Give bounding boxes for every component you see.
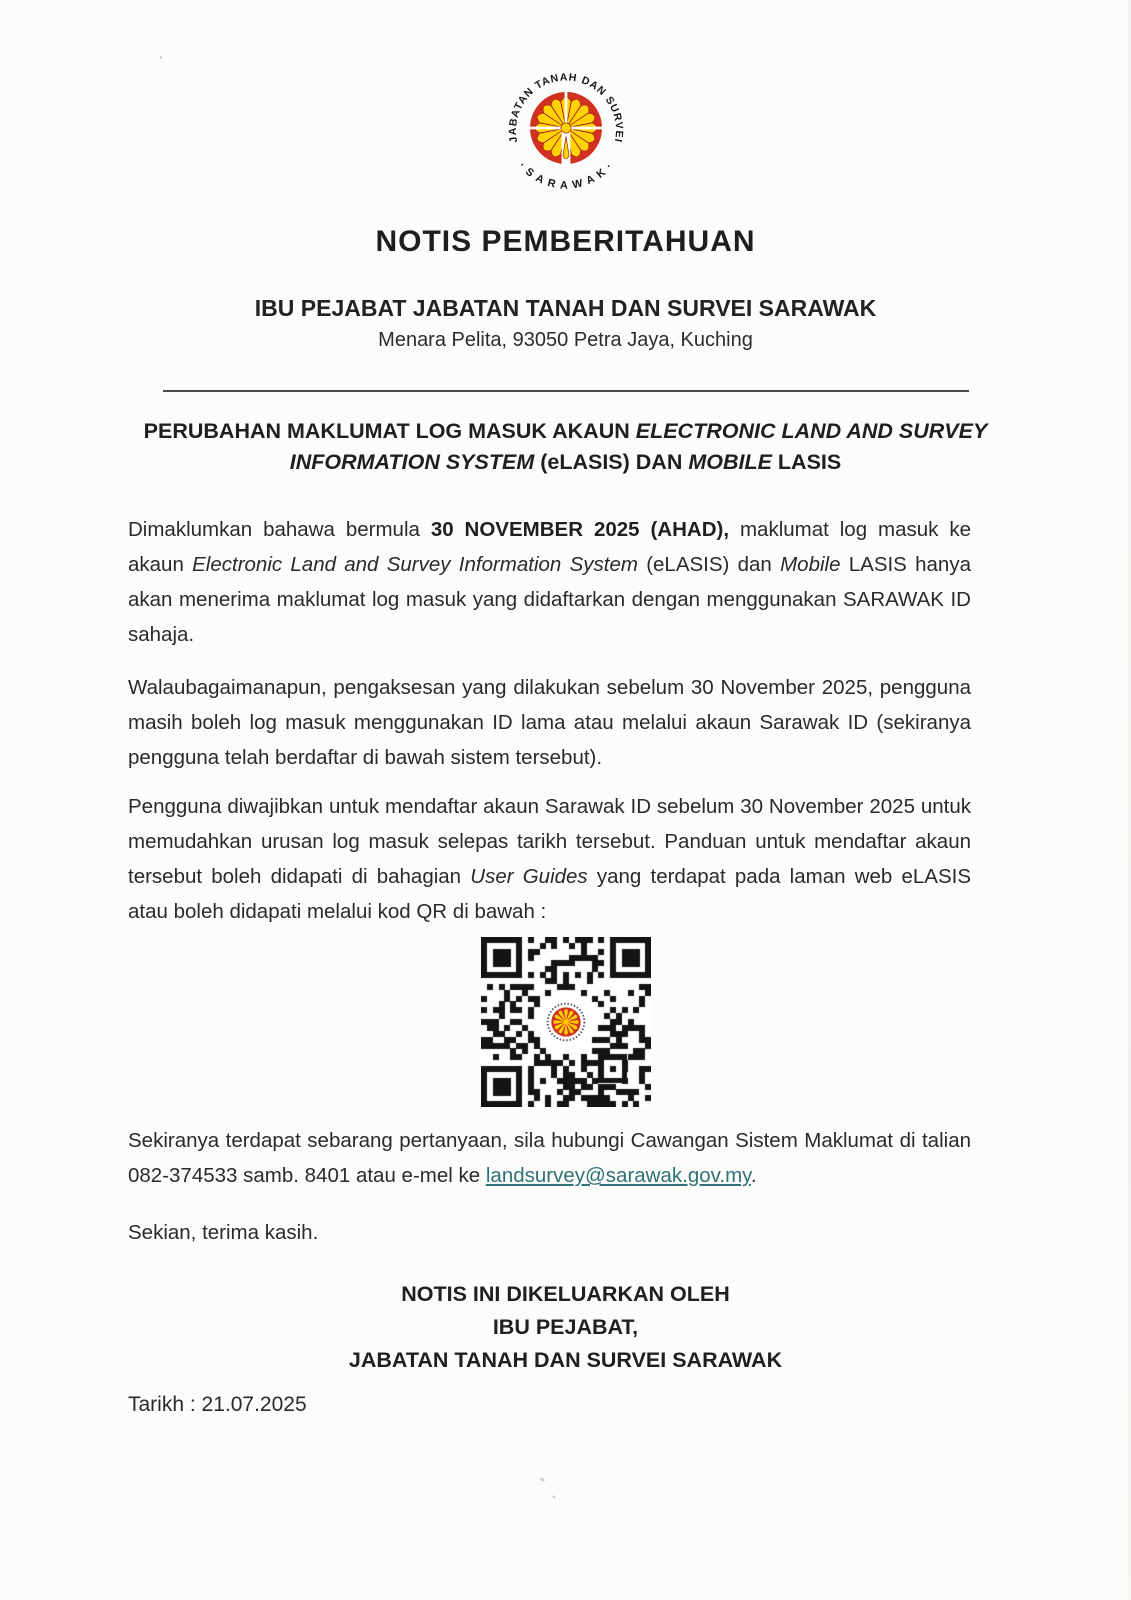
text-run: Mobile: [780, 553, 841, 576]
header-divider: [163, 390, 969, 392]
text-run: Dimaklumkan bahawa bermula: [128, 518, 431, 541]
text-run: ELECTRONIC LAND AND SURVEY INFORMATION SYSTEM: [289, 419, 988, 474]
scan-speck: [552, 1495, 556, 1499]
qr-code: [481, 937, 651, 1107]
date-line: Tarikh : 21.07.2025: [128, 1393, 307, 1416]
logo-arc-top-text: JABATAN TANAH DAN SURVEI: [506, 71, 625, 144]
logo-container: [0, 0, 1131, 201]
text-run: User Guides: [470, 865, 588, 888]
text-run: PERUBAHAN MAKLUMAT LOG MASUK AKAUN: [143, 419, 636, 443]
para-transition: [128, 670, 971, 775]
issued-by-block: [0, 1278, 1131, 1377]
email-link[interactable]: landsurvey@sarawak.gov.my: [485, 1164, 751, 1187]
subject-heading: [116, 416, 1016, 478]
text-run: Walaubagaimanapun, pengaksesan yang dilakukan sebelum 30 November 2025, pengguna masih boleh log masuk menggunakan ID lama atau melalui akaun Sarawak ID (sekiranya pengguna telah berdaftar di bawah sistem tersebut).: [128, 676, 971, 769]
issued-by-line-1: NOTIS INI DIKELUARKAN OLEH: [401, 1282, 730, 1306]
qr-center-logo-icon: [544, 1000, 588, 1044]
logo-arc-bottom-text: · S A R A W A K ·: [515, 159, 616, 192]
org-address: Menara Pelita, 93050 Petra Jaya, Kuching: [378, 329, 753, 351]
text-run: maklumat log masuk ke akaun: [128, 518, 971, 576]
logo-center-dot: [560, 123, 570, 133]
para-announcement: [128, 512, 971, 652]
text-run: Pengguna diwajibkan untuk mendaftar akaun Sarawak ID sebelum 30 November 2025 untuk memudahkan urusan log masuk selepas tarikh tersebut. Panduan untuk mendaftar akaun tersebut boleh didapati di bahagian: [128, 795, 971, 888]
para-registration: [128, 789, 971, 929]
text-run: LASIS hanya akan menerima maklumat log masuk yang didaftarkan dengan menggunakan SARAWAK ID sahaja.: [128, 553, 971, 646]
para-contact: [128, 1123, 971, 1193]
text-run: .: [750, 1164, 757, 1187]
issued-by-line-3: JABATAN TANAH DAN SURVEI SARAWAK: [348, 1348, 783, 1372]
text-run: LASIS: [771, 450, 842, 474]
issued-by-line-2: IBU PEJABAT,: [492, 1315, 639, 1339]
text-run: Electronic Land and Survey Information System: [192, 553, 638, 576]
text-run: 30 NOVEMBER 2025 (AHAD),: [430, 518, 730, 541]
scan-speck: [540, 1477, 546, 1482]
department-logo-icon: [498, 60, 634, 196]
notice-title: NOTIS PEMBERITAHUAN: [375, 225, 756, 258]
org-name: IBU PEJABAT JABATAN TANAH DAN SURVEI SARAWAK: [254, 295, 877, 321]
text-run: Sekiranya terdapat sebarang pertanyaan, sila hubungi Cawangan Sistem Maklumat di talian 082-374533 samb. 8401 atau e-mel ke: [128, 1129, 971, 1187]
scan-speck: [160, 56, 162, 59]
text-run: (eLASIS) DAN: [534, 450, 689, 474]
text-run: MOBILE: [688, 450, 772, 474]
text-run: yang terdapat pada laman web eLASIS atau boleh didapati melalui kod QR di bawah :: [128, 865, 971, 923]
text-run: (eLASIS) dan: [637, 553, 781, 576]
closing-text: Sekian, terima kasih.: [128, 1221, 319, 1244]
